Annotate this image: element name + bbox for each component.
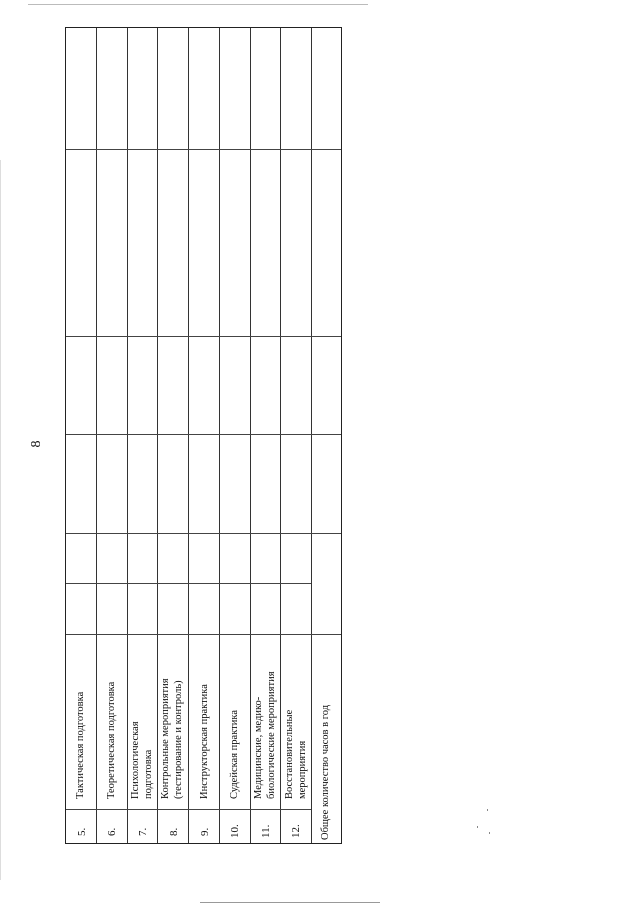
row-divider [280,28,281,843]
row-label: Контрольные мероприятия [160,678,171,799]
row-label: Судейская практика [229,710,240,799]
row-number: 9. [199,827,211,836]
row-number: 6. [106,827,118,836]
row-number: 5. [76,827,88,836]
scan-border-bottom [200,902,380,903]
page-number: 8 [29,440,44,448]
row-number: 10. [229,824,241,838]
row-label: Восстановительные [284,709,295,799]
scan-artifact [487,809,488,811]
row-divider [219,28,220,843]
row-divider [157,28,158,843]
row-number: 8. [168,827,180,836]
row-label: Теоретическая подготовка [106,681,117,799]
scan-border-top [28,4,368,5]
row-label: Медицинские, медико- [253,696,264,799]
column-divider [66,634,341,635]
row-label: Тактическая подготовка [75,691,86,799]
row-number: 7. [137,827,149,836]
column-divider [66,809,311,810]
row-label: (тестирование и контроль) [173,680,184,799]
row-divider [311,28,312,843]
row-label: Инструкторская практика [199,684,210,799]
row-label: мероприятия [297,740,308,799]
total-hours-label: Общее количество часов в год [320,704,331,840]
row-divider [96,28,97,843]
row-divider [250,28,251,843]
row-number: 12. [290,824,302,838]
scan-border-left [0,160,1,880]
scan-artifact [489,832,490,834]
row-label: Психологическая [130,721,141,799]
column-divider [66,149,341,150]
column-divider [66,583,311,584]
row-divider [127,28,128,843]
row-label: биологические мероприятия [266,671,277,799]
row-label: подготовка [143,749,154,799]
column-divider [66,336,341,337]
row-number: 11. [260,824,272,838]
column-divider [66,434,341,435]
row-divider [188,28,189,843]
training-plan-table [65,27,342,844]
column-divider [66,533,341,534]
scan-artifact [477,826,478,828]
